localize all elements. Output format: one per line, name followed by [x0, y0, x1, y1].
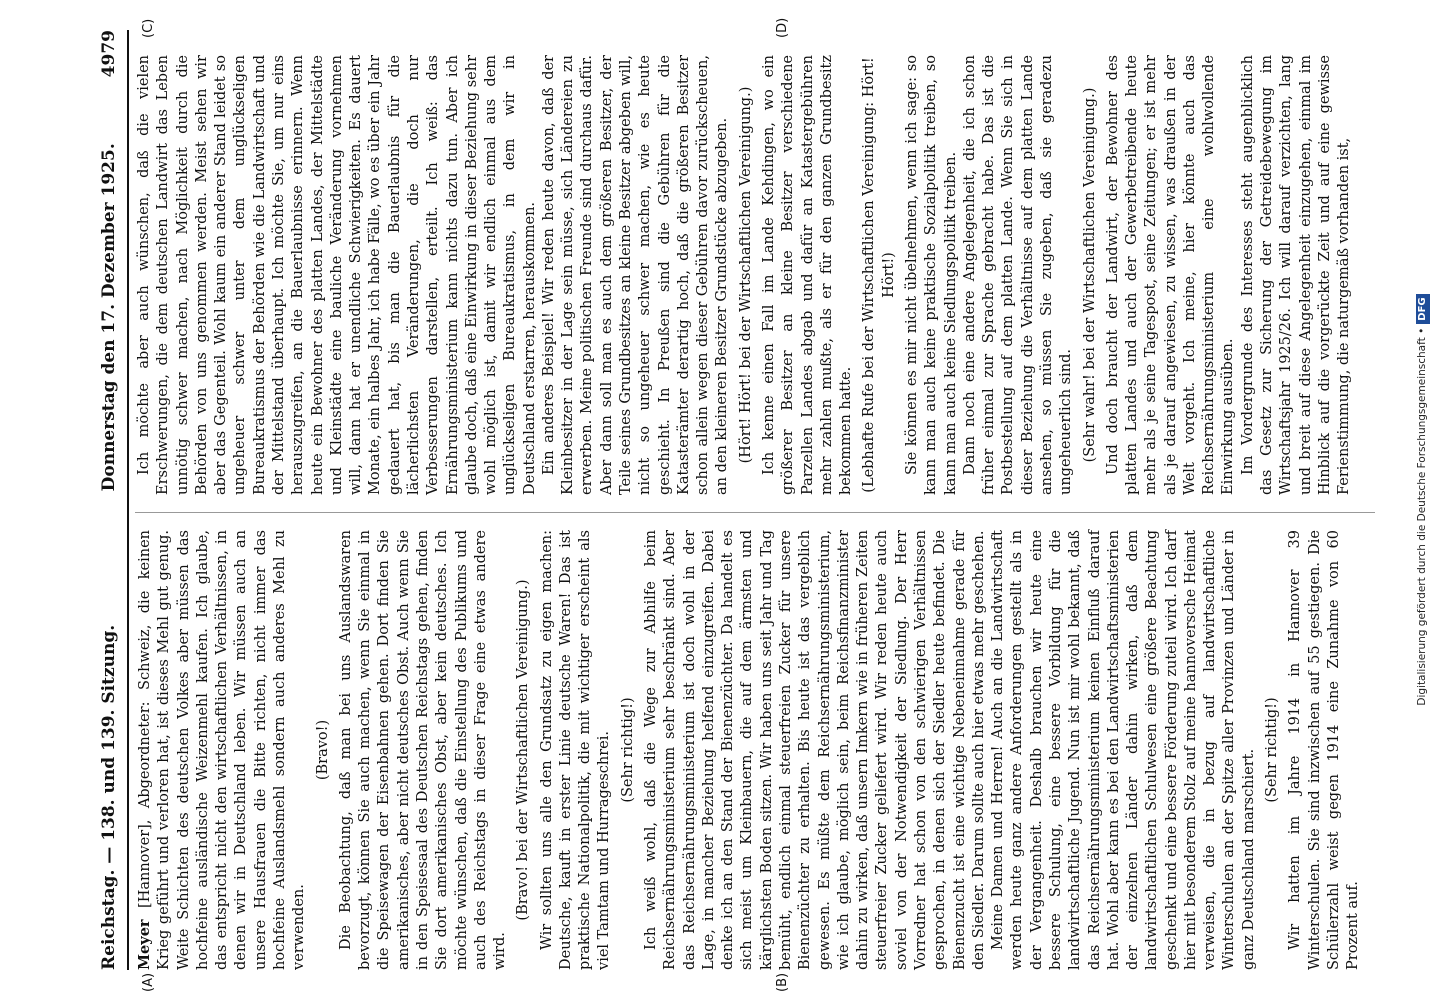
interjection: (Bravo!) [314, 719, 331, 781]
running-header-right [99, 30, 119, 491]
paragraph: Dann noch eine andere Angelegenheit, die ich schon früher einmal zur Sprache gebracht habe. Das ist die Postbestellung auf dem platten Lande. Wenn Sie sich in dieser Beziehung die Verhältnisse auf dem platten Lande ansehen, so müssen Sie zugeben, daß sie geradezu ungeheuerlich sind. [961, 55, 1075, 495]
interjection: (Bravo! bei der Wirtschaftlichen Vereinigung.) [515, 579, 532, 921]
paragraph: Im Vordergrunde des Interesses steht augenblicklich das Gesetz zur Sicherung der Getreidebewegung im Wirtschaftsjahr 1925/26. Ich will darauf verzichten, lang und breit auf diese Angelegenheit einzugehen, einmal im Hinblick auf die vorgerückte Zeit und auf eine gewisse Ferienstimmung, die naturgemäß vorhanden ist, [1239, 55, 1353, 495]
header-left-text: Reichstag. — 138. und 139. Sitzung. [99, 624, 119, 970]
paragraph: Sie können es mir nicht übelnehmen, wenn ich sage: so kann man auch keine praktische Sozialpolitik treiben, so kann man auch keine Siedlungspolitik treiben. [903, 55, 959, 495]
document-page [85, 0, 1385, 1000]
paragraph: Ein anderes Beispiel! Wir reden heute davon, daß der Kleinbesitzer in der Lage sein müsse, sich Ländereien zu erwerben. Meine politischen Freunde sind durchaus dafür. Aber dann soll man es auch dem größeren Besitzer, der Teile seines Grundbesitzes an kleine Besitzer abgeben will, nicht so ungeheuer schwer machen, wie es heute geschieht. In Preußen sind die Gebühren für die Katasterämter derartig hoch, daß die größeren Besitzer schon allein wegen dieser Gebühren davor zurückscheuen, an den kleineren Besitzer Grundstücke abzugeben. [540, 55, 731, 495]
margin-marker-b: (B) [775, 972, 790, 992]
paragraph: Ich möchte aber auch wünschen, daß die vielen Erschwerungen, die dem deutschen Landwirt das Leben unnötig schwer machen, nach Möglichkeit durch die Behörden von uns genommen werden. Meist sehen wir aber das Gegenteil. Wohl kaum ein anderer Stand leidet so ungeheuer schwer unter dem unglückseligen Bureaukratismus der Behörden wie die Landwirtschaft und der Mittelstand überhaupt. Ich möchte Sie, um nur eins herauszugreifen, an die Bauerlaubnisse erinnern. Wenn heute ein Bewohner des platten Landes, der Mittelstädte und Kleinstädte eine bauliche Veränderung vornehmen will, dann hat er unendliche Schwierigkeiten. Es dauert Monate, ein halbes Jahr, ich habe Fälle, wo es über ein Jahr gedauert hat, bis man die Bauerlaubnis für die lächerlichsten Veränderungen, die doch nur Verbesserungen darstellen, erteilt. Ich weiß: das Ernährungsministerium kann nichts dazu tun. Aber ich glaube doch, daß eine Einwirkung in dieser Beziehung sehr wohl möglich ist, damit wir endlich einmal aus dem unglückseligen Bureaukratismus, in dem wir in Deutschland erstarren, herauskommen. [136, 55, 538, 495]
interjection: (Sehr wahr! bei der Wirtschaftlichen Vereinigung.) [1081, 87, 1098, 463]
header-date: Donnerstag den 17. Dezember 1925. [99, 143, 119, 492]
paragraph: Wir sollten uns alle den Grundsatz zu eigen machen: Deutsche, kauft in erster Linie deutsche Waren! Das ist praktische Nationalpolitik, die mit wichtiger erscheint als viel Tamtam und Hurrageschrei. [538, 530, 613, 970]
paragraph: Wir hatten im Jahre 1914 in Hannover 39 Winterschulen. Sie sind inzwischen auf 55 gestiegen. Die Schülerzahl weist gegen 1914 eine Zunahme von 60 Prozent auf. [1287, 530, 1362, 970]
funding-sidebar [1412, 8, 1432, 992]
running-header-left [99, 625, 119, 970]
paragraph: Die Beobachtung, daß man bei uns Auslandswaren bevorzugt, können Sie auch machen, wenn Sie einmal in die Speisewagen der Eisenbahnen gehen. Dort finden Sie amerikanisches, aber nicht deutsches Obst. Auch wenn Sie in den Speisesaal des Deutschen Reichstags gehen, finden Sie dort amerikanisches Obst, aber kein deutsches. Ich möchte wünschen, daß die Einstellung des Publikums und auch des Reichstags in dieser Frage eine etwas andere wird. [337, 530, 509, 970]
dfg-logo: DFG [1416, 294, 1430, 323]
interjection: (Sehr richtig!) [619, 697, 636, 803]
right-column [135, 55, 1354, 495]
paragraph: Meyer [Hannover], Abgeordneter: Schweiz, die keinen Krieg geführt und verloren hat, ist dieses Mehl gut genug. Weite Schichten des deutschen Volkes aber müssen das hochfeine ausländische Weizenmehl kaufen. Ich glaube, das entspricht nicht den wirtschaftlichen Verhältnissen, in denen wir in Deutschland leben. Wir müssen auch an unsere Hausfrauen die Bitte richten, nicht immer das hochfeine Auslandsmehl sondern auch anderes Mehl zu verwenden. [136, 529, 308, 970]
funding-credit: Digitalisierung gefördert durch die Deutsche Forschungsgemeinschaft • [1416, 327, 1428, 706]
margin-marker-a: (A) [141, 972, 156, 992]
paragraph: Ich kenne einen Fall im Lande Kehdingen, wo ein größerer Besitzer an kleine Besitzer verschiedene Parzellen Landes abgab und dafür an Katastergebühren mehr zahlen mußte, als er für den ganzen Grundbesitz bekommen hatte. [761, 55, 855, 495]
column-divider [135, 512, 1375, 513]
paragraph: Meine Damen und Herren! Auch an die Landwirtschaft werden heute ganz andere Anforderungen gestellt als in der Vergangenheit. Deshalb brauchen wir heute eine bessere Schulung, eine bessere Vorbildung für die landwirtschaftliche Jugend. Nun ist mir wohl bekannt, daß das Reichsernährungsministerium keinen Einfluß darauf hat. Wohl aber kann es bei den Landwirtschaftsministerien der einzelnen Länder dahin wirken, daß dem landwirtschaftlichen Schulwesen eine größere Beachtung geschenkt und eine bessere Förderung zuteil wird. Ich darf hier mit besonderem Stolz auf meine hannoversche Heimat verweisen, die in bezug auf landwirtschaftliche Winterschulen an der Spitze aller Provinzen und Länder in ganz Deutschland marschiert. [990, 530, 1257, 970]
speaker-name: Meyer [136, 919, 153, 970]
page-number: 4979 [99, 30, 119, 78]
interjection: (Hört! Hört! bei der Wirtschaftlichen Vereinigung.) [737, 86, 754, 464]
header-rule [127, 30, 129, 970]
margin-marker-c: (C) [141, 18, 156, 38]
paragraph: Und doch braucht der Landwirt, der Bewohner des platten Landes und auch der Gewerbetreibende heute mehr als je seine Tagespost, seine Zeitungen; er ist mehr als je darauf angewiesen, zu wissen, was draußen in der Welt vorgeht. Ich meine, hier könnte auch das Reichsernährungsministerium eine wohlwollende Einwirkung ausüben. [1104, 55, 1237, 495]
interjection: (Sehr richtig!) [1264, 697, 1281, 803]
interjection: (Lebhafte Rufe bei der Wirtschaftlichen Vereinigung: Hört! Hört!) [861, 57, 897, 493]
margin-marker-d: (D) [775, 17, 790, 38]
left-column [135, 530, 1363, 970]
paragraph: Ich weiß wohl, daß die Wege zur Abhilfe beim Reichsernährungsministerium sehr beschränkt sind. Aber das Reichsernährungsministerium ist doch wohl in der Lage, in mancher Beziehung helfend einzugreifen. Dabei denke ich an den Stand der Bienenzüchter. Da handelt es sich meist um Kleinbauern, die auf dem ärmsten und kärglichsten Boden sitzen. Wir haben uns seit Jahr und Tag bemüht, endlich einmal steuerfreien Zucker für unsere Bienenzüchter zu erhalten. Bis heute ist das vergeblich gewesen. Es müßte dem Reichsernährungsministerium, wie ich glaube, möglich sein, beim Reichsfinanzminister dahin zu wirken, daß unsern Imkern wie in früheren Zeiten steuerfreier Zucker geliefert wird. Wir reden heute auch soviel von der Notwendigkeit der Siedlung. Der Herr Vorredner hat schon von den schwierigen Verhältnissen gesprochen, in denen sich der Siedler heute befindet. Die Bienenzucht ist eine wichtige Nebeneinnahme gerade für den Siedler. Darum sollte auch hier etwas mehr geschehen. [643, 530, 987, 970]
